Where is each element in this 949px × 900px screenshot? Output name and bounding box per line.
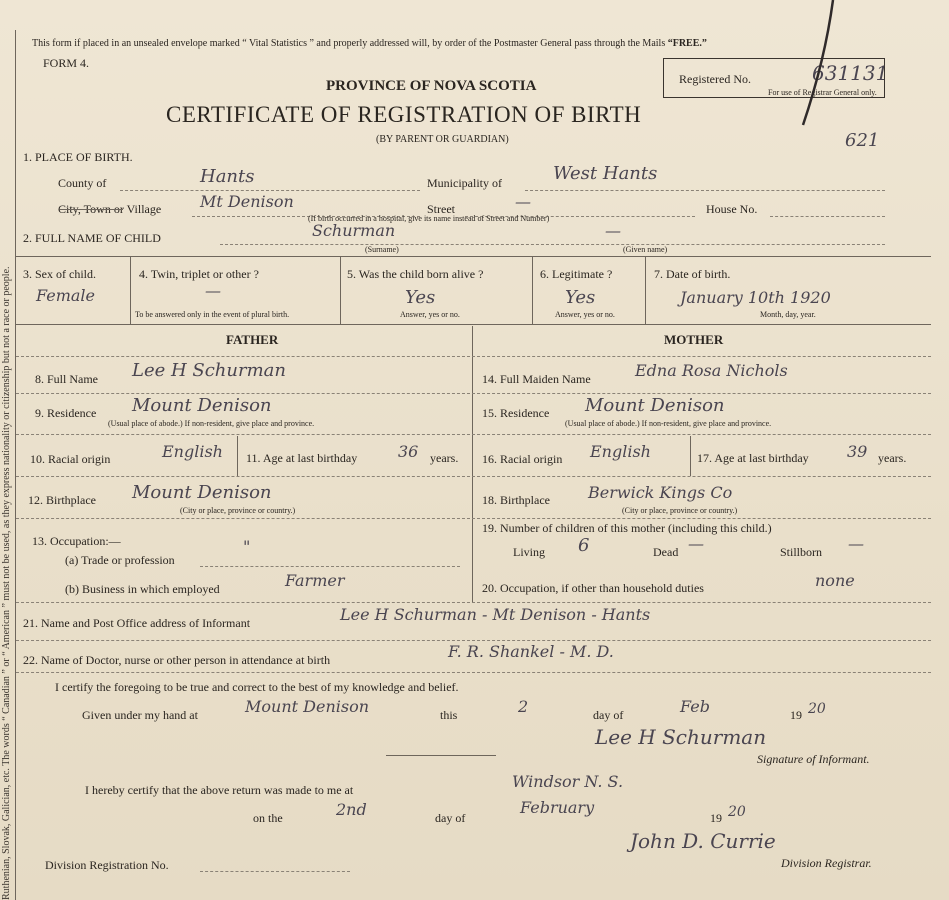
doctor-label: 22. Name of Doctor, nurse or other person in attendance at birth: [23, 653, 331, 667]
given-place: Mount Denison: [245, 697, 370, 716]
doctor-value: F. R. Shankel - M. D.: [448, 642, 614, 661]
row21-rule: [16, 640, 931, 641]
registrar-use-note: For use of Registrar General only.: [768, 88, 877, 97]
given-year: 20: [808, 701, 826, 717]
dead-label: Dead: [653, 545, 679, 559]
given-label: Given under my hand at: [82, 708, 198, 722]
city-strike: [60, 209, 123, 210]
separator-rule: [386, 755, 496, 756]
row3-div-2: [340, 256, 341, 324]
registrar-place: Windsor N. S.: [512, 772, 624, 791]
row8-rule: [16, 356, 931, 357]
row3-div-1: [130, 256, 131, 324]
twin-note: To be answered only in the event of plural birth.: [135, 310, 290, 319]
mother-race-divider: [690, 436, 691, 476]
pen-stroke: [795, 0, 845, 130]
mother-res-note: (Usual place of abode.) If non-resident, give place and province.: [565, 419, 772, 428]
this-label: this: [440, 708, 458, 722]
given-day: 2: [518, 697, 529, 716]
father-years: years.: [430, 451, 459, 465]
father-business-label: (b) Business in which employed: [65, 582, 220, 596]
legit-label: 6. Legitimate ?: [540, 267, 613, 281]
date-note: Month, day, year.: [760, 310, 816, 319]
page-subtitle: (BY PARENT OR GUARDIAN): [376, 134, 509, 145]
mother-children-label: 19. Number of children of this mother (including this child.): [482, 521, 772, 535]
mother-race-label: 16. Racial origin: [482, 452, 563, 466]
informant-value: Lee H Schurman - Mt Denison - Hants: [340, 605, 651, 624]
given-month: Feb: [680, 697, 710, 716]
registrar-signature: John D. Currie: [630, 829, 776, 853]
row3-div-4: [645, 256, 646, 324]
corner-number: 621: [845, 130, 880, 151]
living-label: Living: [513, 545, 545, 559]
registrar-day: 2nd: [336, 800, 367, 819]
municipality-line: [525, 190, 885, 191]
mother-birth-value: Berwick Kings Co: [588, 483, 733, 502]
given-caption: (Given name): [623, 245, 668, 254]
registrar-text: I hereby certify that the above return was made to me at: [85, 783, 354, 797]
registrar-month: February: [520, 798, 595, 817]
form-number: FORM 4.: [43, 56, 90, 70]
on-label: on the: [253, 811, 283, 825]
alive-note: Answer, yes or no.: [400, 310, 460, 319]
mother-res-value: Mount Denison: [585, 395, 725, 416]
division-reg-label: Division Registration No.: [45, 858, 169, 872]
sex-value: Female: [36, 286, 95, 305]
mother-age-value: 39: [847, 442, 868, 461]
street-label: Street: [427, 202, 455, 216]
informant-signature: Lee H Schurman: [595, 725, 767, 749]
date-label: 7. Date of birth.: [654, 267, 731, 281]
mother-occ-value: none: [815, 571, 855, 590]
row3-div-3: [532, 256, 533, 324]
mother-res-label: 15. Residence: [482, 406, 550, 420]
legit-note: Answer, yes or no.: [555, 310, 615, 319]
city-label: City, Town or Village: [58, 202, 162, 216]
place-of-birth-label: 1. PLACE OF BIRTH.: [23, 150, 133, 164]
registrar-year-prefix: 19: [710, 811, 722, 825]
informant-label: 21. Name and Post Office address of Informant: [23, 616, 251, 630]
father-name-label: 8. Full Name: [35, 372, 98, 386]
informant-signature-caption: Signature of Informant.: [757, 752, 870, 766]
county-line: [120, 190, 420, 191]
mother-years: years.: [878, 451, 907, 465]
row12-rule: [16, 476, 931, 477]
father-heading: FATHER: [226, 332, 279, 347]
mother-race-value: English: [590, 442, 651, 461]
dead-value: —: [688, 534, 704, 553]
father-occ-label: 13. Occupation:—: [32, 534, 121, 548]
father-res-value: Mount Denison: [132, 395, 272, 416]
row10-rule: [16, 434, 931, 435]
mother-birth-label: 18. Birthplace: [482, 493, 550, 507]
city-value: Mt Denison: [200, 192, 294, 211]
twin-value: —: [205, 281, 221, 300]
left-margin-note: Ruthenian, Slovak, Galician, etc. The words “ Canadian ” or “ American ” must not be used, as they express nationality or citizenship but not a race or people.: [1, 266, 12, 900]
alive-value: Yes: [405, 287, 436, 308]
street-value: —: [515, 192, 531, 211]
certify-text: I certify the foregoing to be true and correct to the best of my knowledge and belief.: [55, 680, 459, 694]
father-race-label: 10. Racial origin: [30, 452, 111, 466]
father-age-value: 36: [398, 442, 419, 461]
registered-label: Registered No.: [679, 72, 751, 86]
registrar-dayof-label: day of: [435, 811, 466, 825]
registrar-signature-caption: Division Registrar.: [781, 856, 872, 870]
given-year-prefix: 19: [790, 708, 802, 722]
legit-value: Yes: [565, 287, 596, 308]
father-name-value: Lee H Schurman: [132, 360, 286, 381]
dayof-label: day of: [593, 708, 624, 722]
county-label: County of: [58, 176, 107, 190]
row3-bottom-rule: [16, 324, 931, 325]
page-title: CERTIFICATE OF REGISTRATION OF BIRTH: [166, 102, 642, 127]
father-mother-divider: [472, 326, 473, 602]
father-res-label: 9. Residence: [35, 406, 97, 420]
mother-name-label: 14. Full Maiden Name: [482, 372, 591, 386]
father-res-note: (Usual place of abode.) If non-resident, give place and province.: [108, 419, 315, 428]
twin-label: 4. Twin, triplet or other ?: [139, 267, 259, 281]
mother-name-value: Edna Rosa Nichols: [635, 361, 788, 380]
registered-number: 631131: [812, 61, 889, 85]
father-age-label: 11. Age at last birthday: [246, 451, 358, 465]
municipality-label: Municipality of: [427, 176, 502, 190]
hospital-note: (If birth occurred in a hospital, give its name instead of Street and Number): [308, 214, 550, 223]
living-value: 6: [578, 535, 590, 556]
father-race-divider: [237, 436, 238, 476]
alive-label: 5. Was the child born alive ?: [347, 267, 484, 281]
postal-notice: This form if placed in an unsealed envelope marked “ Vital Statistics ” and properly addressed will, by order of the Postmaster General pass through the Mails “FREE.”: [32, 38, 707, 49]
child-name-line: [220, 244, 885, 245]
house-line: [770, 216, 885, 217]
father-birth-label: 12. Birthplace: [28, 493, 96, 507]
father-race-value: English: [162, 442, 223, 461]
stillborn-value: —: [848, 534, 864, 553]
margin-rule: [15, 30, 16, 900]
row20-rule: [16, 602, 931, 603]
house-label: House No.: [706, 202, 758, 216]
county-value: Hants: [200, 166, 255, 187]
child-surname: Schurman: [312, 221, 396, 240]
father-business-value: Farmer: [285, 571, 345, 590]
province-heading: PROVINCE OF NOVA SCOTIA: [326, 78, 537, 94]
mother-age-label: 17. Age at last birthday: [697, 451, 809, 465]
child-name-label: 2. FULL NAME OF CHILD: [23, 231, 161, 245]
sex-label: 3. Sex of child.: [23, 267, 96, 281]
row22-rule: [16, 672, 931, 673]
father-trade-label: (a) Trade or profession: [65, 553, 175, 567]
division-reg-line: [200, 871, 350, 872]
mother-occ-label: 20. Occupation, if other than household duties: [482, 581, 704, 595]
row3-top-rule: [16, 256, 931, 257]
mother-heading: MOTHER: [664, 332, 724, 347]
row13-rule: [16, 518, 931, 519]
stillborn-label: Stillborn: [780, 545, 823, 559]
municipality-value: West Hants: [553, 163, 658, 184]
father-trade-value: ": [243, 537, 251, 556]
child-given-name: —: [605, 221, 621, 240]
father-birth-value: Mount Denison: [132, 482, 272, 503]
registrar-year: 20: [728, 804, 746, 820]
date-value: January 10th 1920: [680, 288, 831, 307]
trade-line: [200, 566, 460, 567]
surname-caption: (Surname): [365, 245, 399, 254]
father-birth-note: (City or place, province or country.): [180, 506, 296, 515]
mother-birth-note: (City or place, province or country.): [622, 506, 738, 515]
row9-rule: [16, 393, 931, 394]
